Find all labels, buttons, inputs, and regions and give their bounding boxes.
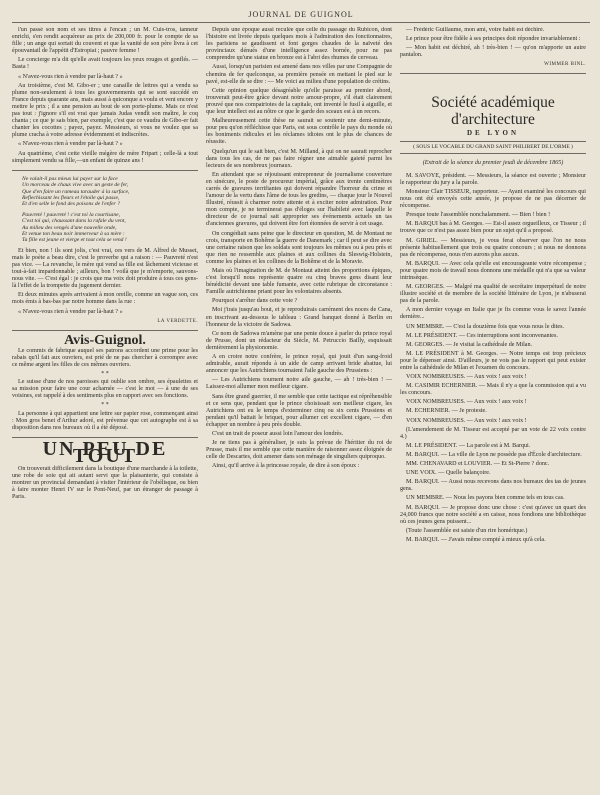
minutes-entry: M. CASIMIR ECHERNIER. — Mais il n'y a que la commission qui a vu les concours.	[400, 383, 586, 397]
column-3	[400, 27, 586, 795]
divider	[400, 73, 586, 74]
paragraph: Sans être grand guerrier, il me semble que cette tactique est répréhensible et ce sens que, pendant que le prince choisissait son meilleur cigare, les Autrichiens ont eu le temps d'exterminer cinq ou six cents Prussiens et pendant qu'il battait le briquet, pour allumer cet excellent cigare, — d'en échapper un nombre à peu près double.	[206, 393, 392, 428]
paragraph: Pourquoi s'arrêter dans cette voie ?	[212, 298, 298, 305]
minutes-entry: M. GIRIEL. — Messieurs, je vous ferai observer que l'on ne nous présente habituellement que trois ou quatre concours ; si nous ne donnons pas de récompense, nous n'en aurons plus aucun.	[400, 237, 586, 258]
separator-stars: * *	[101, 371, 109, 378]
author-signature: WIMMER BINL.	[544, 62, 586, 68]
minutes-entry: M. LE PRÉSIDENT à M. Georges. — Notre temps est trop précieux pour le dépenser ainsi. D'ailleurs, je ne vois pas le rapport qui peut exister entre la cathédrale de Milan et l'examen du concours.	[400, 350, 586, 371]
minutes-entry: (L'amendement de M. Tisseur est accepté par un vote de 22 voix contre 4.)	[400, 426, 586, 440]
divider	[12, 330, 198, 331]
paragraph: Aussi, lorsqu'un parisien est amené dans nos villes par une Compagnie de chemins de fer quelconque, sa première pensée en mettant le pied sur le pavé, est-elle de se dire : — Me voici au milieu d'une population de crétins.	[206, 64, 392, 85]
paragraph: On trouverait difficilement dans la boutique d'une marchande à la toilette, une robe de soie qui ait autant servi que la plaisanterie, qui consiste à montrer un provincial demandant à visiter l'intérieur de l'obélisque, ou bien à faire monter Henri IV sur le Pont-Neuf, par un étranger de passage à Paris.	[12, 466, 198, 501]
minutes-entry: M. BARQUI. — La ville de Lyon ne possède pas d'École d'architecture.	[406, 451, 582, 458]
minutes-entry: VOIX NOMBREUSES. — Aux voix ! aux voix !	[406, 417, 527, 424]
minutes-entry: M. GEORGES. — Je visitai la cathédrale de Milan.	[406, 341, 533, 348]
paragraph: Le prince pour être fidèle à ses principes doit répondre invariablement :	[406, 36, 581, 43]
separator-stars: * *	[101, 402, 109, 409]
paragraph: l'un passé son nom et ses titres à l'encan ; un M. Cuis-tros, tanneur enrichi, s'en rendit acquéreur au prix de 200,000 fr. pour le compte de sa fille ; un ange qui sortait du couvent et que la vanité de son père livra à cet épouvantail de l'appétit d'Estropiat ; pauvre femme !	[12, 27, 198, 55]
paragraph: Et bien, non ! ils sont jolis, c'est vrai, ces vers de M. Alfred de Musset, mais le poète a beau dire, c'est le proverbe qui a raison : — Pauvreté n'est pas vice. — La revanche, le mère qui vend sa fille est lâchement vicieuse et tout-à-fait impardonnable ; ailleurs, bon ! voilà que je m'emporte, sauvons-nous vite. — C'est égal : je crois que ma voix doit produire à tous ces gens-là l'effet de la trompette du jugement dernier.	[12, 247, 198, 290]
minutes-entry: M. LE PRÉSIDENT. — Ces interruptions sont inconvenantes.	[406, 332, 558, 339]
minutes-entry: VOIX NOMBREUSES. — Aux voix ! aux voix !	[406, 399, 527, 406]
paragraph: Moi j'irais jusqu'au bout, et je reproduirais carrément des noces de Cana, en inscrivant au-dessous le tableau : Grand banquet donné à Berlin en l'honneur de la victoire de Sadowa.	[206, 307, 392, 328]
paragraph: — Frédéric Guillaume, mon ami, votre habit est déchiré.	[406, 27, 545, 33]
minutes-entry: UN MEMBRE. — C'est la douzième fois que vous nous le dites.	[406, 323, 564, 330]
paragraph: Ainsi, qu'il arrive à la princesse royale, de dire à son époux :	[212, 463, 360, 470]
notice-item: La personne à qui appartient une lettre sur papier rose, commençant ainsi : Mon gros benet d'Arthur adoré, est prévenue que cet autographe est à sa disposition dans nos bureaux où il a été déposé.	[12, 410, 198, 431]
paragraph: En attendant que se réjouissant entrepreneur de journalisme couverture en sinécure, le poste de procureur impérial, grâce aux trente centimètres carrés de gravures terrifiantes qui doivent répandre l'horreur du crime et l'amour de la vertu dans l'âme de tous les gredins, — chaque jour le Nouvel Illustré, réussit à charmer notre attente et à exciter notre admiration. Pour mon compte, je ne terminerai pas d'éloges sur l'habileté avec laquelle le directeur de ce journal sait approprier ses événements actuels un tas d'anciennes gravures, qui doivent être fort étonnées de servir à cet usage.	[206, 171, 392, 228]
minutes-entry: M. LE PRÉSIDENT. — La parole est à M. Barqui.	[406, 442, 531, 449]
notice-item: Le suisse d'une de nos paroisses qui oublie son ombre, ses épaulettes et sa mission pour faire une cour acharnée — c'est le mot — à une de ses voisines, est rappelé à des sentiments plus en rapport avec ses fonctions.	[12, 379, 198, 400]
minutes-entry: M. BARQUI. — Aussi nous recevons dans nos bureaux des tas de jeunes gens.	[400, 479, 586, 493]
minutes-entry: M. BARQUI. — Je propose donc une chose : c'est qu'avec un quart des 24,000 francs que notre société a en caisse, nous fondions une bibliothèque où ces jeunes gens puissent...	[400, 504, 586, 525]
poem-line: Ne valait-il pas mieux lui payer sur la face	[22, 175, 118, 182]
column-1	[12, 27, 198, 795]
minutes-entry: UNE VOIX. — Quelle balançoire.	[406, 470, 491, 477]
paragraph: — Les Autrichiens tournent notre aile gauche, — ah ! très-bien ! — Laissez-moi allumer mon meilleur cigare.	[206, 377, 392, 391]
paragraph: Le concierge m'a dit qu'elle avait toujours les yeux rouges et gonflés. — Basta !	[12, 57, 198, 71]
minutes-entry: A mon dernier voyage en Italie que je fis comme vous le savez l'année dernière...	[400, 307, 586, 321]
poem-line: Que d'en faire un rameau tarauder à la surface,	[22, 188, 130, 195]
column-2	[206, 27, 392, 795]
poem-line: Au milieu des vengés d'une nouvelle onde,	[22, 224, 117, 231]
section-title-societe: Société académique d'architecture	[431, 94, 555, 129]
paragraph: Quelqu'un qui le sait bien, c'est M. Milland, à qui on ne saurait reprocher dans tous les cas, de ne pas faire régner une aimable gaieté parmi les lecteurs de ses nombreux journaux.	[206, 148, 392, 169]
paragraph: « N'avez-vous rien à vendre par là-haut ? »	[18, 308, 123, 315]
minutes-entry: M. BARQUI bas à M. Georges. — Est-il assez orgueilleux, ce Tisseur ; il trouve que ce n'est pas assez bien pour un sujet qu'il a proposé.	[400, 221, 586, 235]
author-signature: LA VERDETTE.	[157, 318, 198, 324]
paragraph: — Mon habit est déchiré, ah ! très-bien ! — qu'on m'apporte un autre pantalon.	[400, 45, 586, 59]
paragraph: Cette opinion quelque désagréable qu'elle paraisse au premier abord, trouverait peut-être grâce devant notre amour-propre, s'il était clairement prouvé que nos compatriotes de la capitale, ont inventé le fusil à aiguille, et que leur intellect est au nôtre ce que le garde des sceaux est à un recors.	[206, 87, 392, 116]
minutes-entry: M. ECHERNIER. — Je proteste.	[406, 408, 487, 415]
minutes-entry: Monsieur Clair TISSEUR, rapporteur. — Ayant examiné les concours qui nous ont été envoyés cette année, je propose de ne pas décerner de récompense.	[400, 188, 586, 210]
paragraph: Au troisième, c'est M. Gibo-er ; une canaille de lettres qui a vendu sa plume non-seulement à tous les gouvernements qui se sont succédé en France depuis quarante ans, mais aussi à quiconque a voulu et vent encore y mettre le prix ; il a une pension au bout de son porte-plume. Mais ce n'est pas tout : j'ignore s'il est vrai que jamais Judas vendît son maître, le coq chanta ; ce que je sais bien, par exemple, c'est que ce vaudra de Gibo-er fait chanter les cocottes ; payez, payez. Messieurs, si vous ne voulez que sa plume cracha à votre adresse évidemment et indiscrètes.	[12, 82, 198, 139]
page-header: JOURNAL DE GUIGNOL	[12, 10, 590, 23]
minutes-entry: Presque toute l'assemblée nonchalamment. — Bien ! bien !	[406, 212, 551, 219]
minutes-entry: M. GEORGES. — Malgré ma qualité de secrétaire imperpétuel de notre illustre société et de membre de la société littéraire de Lyon, je n'abuserai pas de la parole.	[400, 284, 586, 305]
paragraph: Et deux minutes après arrivaient à mon oreille, comme un vague son, ces mots émis à bas-bas par notre homme dans la rue :	[12, 292, 198, 306]
poem-line: Pauvreté ! pauvreté ! c'est toi la courtisane,	[22, 211, 121, 218]
poem-line: Et venue ton beau noir immerveur à sa mère :	[22, 230, 125, 237]
section-subtitle: DE LYON	[466, 129, 520, 138]
minutes-entry: VOIX NOMBREUSES. — Aux voix ! aux voix !	[406, 374, 527, 381]
section-title-avis: Avis-Guignol.	[64, 332, 146, 348]
poem-line: Ta fille est jeune et vierge et tout cela se vend !	[22, 237, 127, 244]
paragraph: Malheureusement cette thèse ne saurait se soutenir une demi-minute, pour peu qu'on réfléchisse que Paris, est sous contrôle le pays du monde où les bonimenis ridicules et les réclames idiotes ont le plus de chances de réussite.	[206, 118, 392, 146]
minutes-entry: MM. CHENAVARD et LOUVIER. — Et St-Pierre ? donc.	[406, 461, 550, 468]
divider	[12, 170, 198, 171]
paragraph: Ce nom de Sadowa m'amène par une pente douce à parler du prince royal de Prusse, dont un rédacteur du Siècle, M. Petruccio Bailly, esquissait dernièrement la physionomie.	[206, 330, 392, 351]
paragraph: A en croire notre confrère, le prince royal, qui jouit d'un sang-froid admirable, aurait répondu à un aide de camp arrivant bride abattue, lui annoncer que les Autrichiens tournaient l'aile gauche des Prussiens :	[206, 354, 392, 375]
minutes-entry: M. BARQUI. — J'avais même compté à mieux qu'à cela.	[406, 536, 546, 543]
poem-stanza	[12, 176, 198, 208]
notice-item: Le commis de fabrique auquel ses patrons accordent une prime pour les rabais qu'il fait aux ouvriers, est prié de ne pas chercher à corrompre avec ce même argent les filles de ces mêmes ouvriers.	[12, 347, 198, 368]
minutes-entry: M. SAVOYE, président. — Messieurs, la séance est ouverte ; Monsieur le rapporteur du jury a la parole.	[400, 172, 586, 186]
paragraph: « N'avez-vous rien à vendre par là-haut ? »	[18, 141, 123, 148]
section-description: ( SOUS LE VOCABLE DU GRAND SAINT PHILIBERT DE L'ORME )	[400, 141, 586, 154]
paragraph: On congédiait sans peine que le directeur en question, M. de Montaut ne crois, transporte en Bohême la guerre de Danemark ; car il peut se dire avec une certaine raison que les soldats sont toujours les mêmes ou à peu près et que rien ne ressemble aux plaines et aux collines du Sleswig-Holstein, comme les plaines et les collines de la Bohême et de la Moravie.	[206, 230, 392, 265]
paragraph: Je ne tiens pas à généraliser, je suis la prévue de l'héritier du roi de Prusse, mais il me semble que cette manière de raisonner assez éloignée de celle de Descartes, doit amener dans son ménage de singuliers quiproquo.	[206, 440, 392, 461]
paragraph: C'est un trait de poseur aussi loin l'amour des londrès.	[212, 430, 344, 437]
paragraph: Au quatrième, c'est cette vieille mégère de mère Fripart ; celle-là a tout simplement vendu sa fille,—un enfant de quinze ans !	[12, 150, 198, 164]
poem-line: Reflechissant les fleurs et l'étoile qui passe,	[22, 194, 120, 201]
section-title-peu-de-tout: UN PEU DE TOUT	[42, 437, 168, 467]
paragraph: Depuis une époque aussi reculée que celle du passage du Rubicon, dont l'histoire est livrée depuis quelques mois à l'admiration des fonctionnaires, les parisiens se gaudissent et font gorges chaudes de la naïveté des provinciaux dénués d'une intelligence assez bornée, pour ne pas comprendre qu'une statue en bronze est à l'abri des rhumes de cerveau.	[206, 27, 392, 62]
minutes-entry: M. BARQUI. — Avec cela qu'elle est encourageante votre récompense ; pour quatre mois de travail nous donnons une médaille qui n'a que sa valeur intrinsèque.	[400, 260, 586, 281]
poem-stanza	[12, 212, 198, 244]
poem-line: Un morceau de chaux vive avec un geste de fer,	[22, 182, 129, 189]
poem-line: C'est toi qui, chaussant dans la rafale du vent,	[22, 218, 126, 225]
paragraph: « N'avez-vous rien à vendre par là-haut ? »	[18, 73, 123, 80]
columns	[12, 27, 590, 795]
paragraph: Mais où l'imagination de M. de Montaut atteint des proportions épiques, c'est lorsqu'il nous représente quatre ou cinq braves gens disant leur bénédicité devant une table fumante, avec cette rubrique de circonstance : Famille autrichienne priant pour les volontaires absents.	[206, 268, 392, 296]
poem-line: Et d'en selle le fond des poisons de l'enfer ?	[22, 201, 120, 208]
meeting-extract: (Extrait de la séance du premier jeudi de décembre 1865)	[422, 159, 564, 166]
minutes-entry: (Toute l'assemblée est saisie d'un rire homérique.)	[406, 527, 528, 534]
minutes-entry: UN MEMBRE. — Nous les payons bien comme tels en tous cas.	[406, 495, 565, 502]
